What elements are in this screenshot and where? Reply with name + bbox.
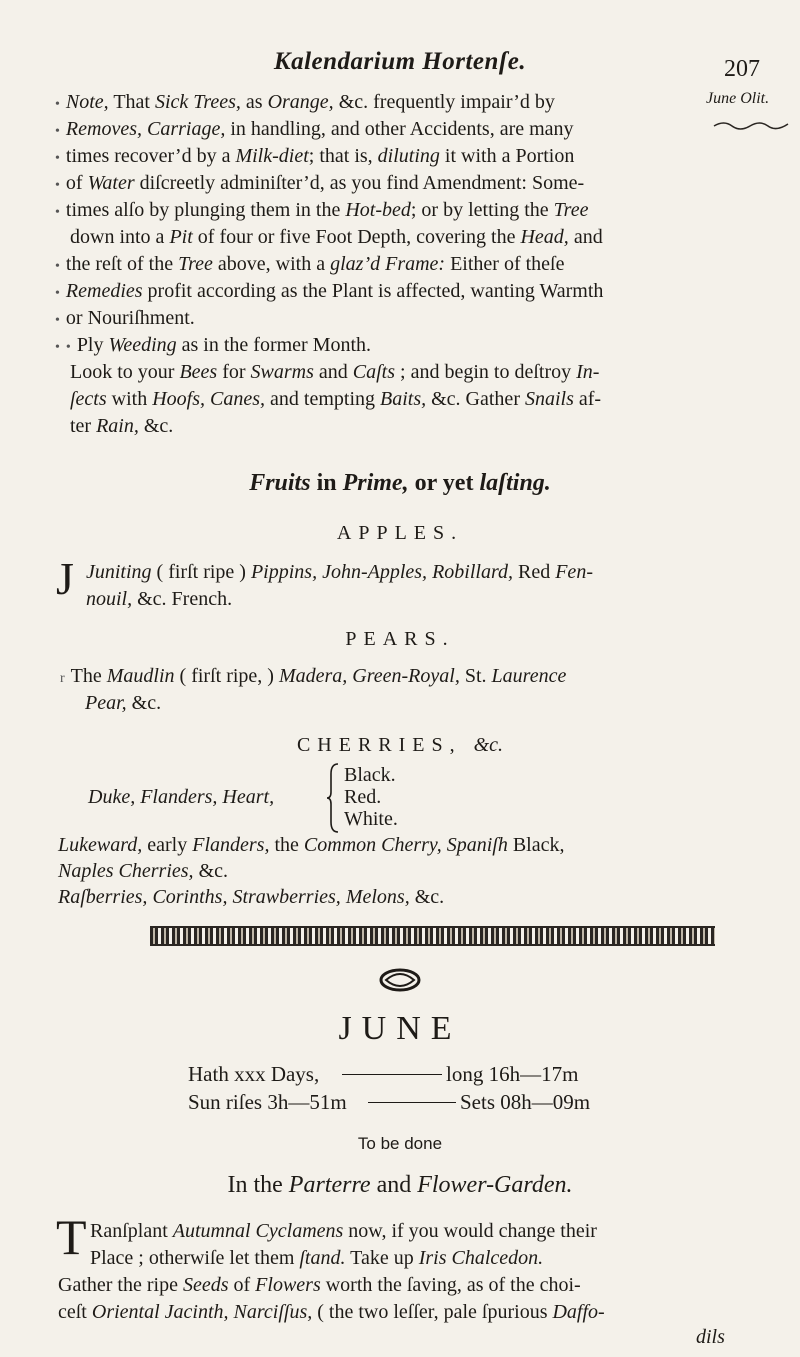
month-name: JUNE xyxy=(338,1010,462,1047)
fruits-heading: Fruits in Prime, or yet laſting. xyxy=(249,470,551,496)
drop-cap: J xyxy=(56,553,74,604)
text-line: • Note, That Sick Trees, as Orange, &c. frequently impair’d by xyxy=(55,91,555,113)
apples-heading: APPLES. xyxy=(336,522,464,544)
to-be-done: To be done xyxy=(357,1134,443,1153)
sunset: Sets 08h—09m xyxy=(460,1090,591,1114)
cherries-brace-lead: Duke, Flanders, Heart, xyxy=(88,786,275,808)
text-line: • • Ply Weeding as in the former Month. xyxy=(55,334,372,356)
page-number: 207 xyxy=(724,56,760,82)
margin-note: June Olit. xyxy=(706,90,770,107)
text-line: Raſberries, Corinths, Strawberries, Melons, &c. xyxy=(58,886,445,908)
catchword: dils xyxy=(696,1326,725,1348)
brace-item: Black. xyxy=(344,764,396,786)
decorative-rule xyxy=(150,926,715,946)
fleuron-icon xyxy=(378,966,422,994)
brace-item: White. xyxy=(344,808,398,830)
parterre-heading: In the Parterre and Flower-Garden. xyxy=(227,1172,573,1198)
running-title: Kalendarium Hortenſe. xyxy=(273,48,527,75)
text-line: ter Rain, &c. xyxy=(70,415,174,437)
pears-heading: PEARS. xyxy=(345,628,455,650)
text-line: • times alſo by plunging them in the Hot-bed; or by letting the Tree xyxy=(55,199,589,221)
days-value: long 16h—17m xyxy=(446,1062,579,1086)
text-line: ſects with Hoofs, Canes, and tempting Baits, &c. Gather Snails af- xyxy=(70,388,602,410)
cherries-heading: CHERRIES, &c. xyxy=(296,734,504,756)
text-line: • Remedies profit according as the Plant is affected, wanting Warmth xyxy=(55,280,604,302)
text-line: Naples Cherries, &c. xyxy=(58,860,228,882)
text-line: Place ; otherwiſe let them ſtand. Take up Iris Chalcedon. xyxy=(90,1247,544,1269)
days-label: Hath xxx Days, xyxy=(188,1062,320,1086)
leader-line xyxy=(368,1102,456,1103)
text-line: Lukeward, early Flanders, the Common Cherry, Spaniſh Black, xyxy=(58,834,565,856)
text-line: Juniting ( firſt ripe ) Pippins, John-Apples, Robillard, Red Fen- xyxy=(86,561,593,583)
text-line: • or Nouriſhment. xyxy=(55,307,195,329)
text-line: • times recover’d by a Milk-diet; that is, diluting it with a Portion xyxy=(55,145,575,167)
flourish-icon xyxy=(712,118,792,132)
text-line: • Removes, Carriage, in handling, and other Accidents, are many xyxy=(55,118,574,140)
sunrise: Sun riſes 3h—51m xyxy=(188,1090,347,1114)
text-line: Look to your Bees for Swarms and Caſts ; and begin to deſtroy In- xyxy=(70,361,600,383)
text-line: Pear, &c. xyxy=(85,692,162,714)
text-line: nouil, &c. French. xyxy=(86,588,233,610)
text-line: r The Maudlin ( firſt ripe, ) Madera, Green-Royal, St. Laurence xyxy=(60,665,567,687)
drop-cap: T xyxy=(56,1209,87,1265)
text-line: • of Water diſcreetly adminiſter’d, as you find Amendment: Some- xyxy=(55,172,585,194)
text-line: ceſt Oriental Jacinth, Narciſſus, ( the two leſſer, pale ſpurious Daffo- xyxy=(58,1301,605,1323)
text-line: down into a Pit of four or five Foot Depth, covering the Head, and xyxy=(70,226,603,248)
text-line: Gather the ripe Seeds of Flowers worth the ſaving, as of the choi- xyxy=(58,1274,581,1296)
text-line: • the reſt of the Tree above, with a glaz’d Frame: Either of theſe xyxy=(55,253,565,275)
brace-icon xyxy=(326,762,340,834)
leader-line xyxy=(342,1074,442,1075)
brace-item: Red. xyxy=(344,786,382,808)
text-line: Ranſplant Autumnal Cyclamens now, if you would change their xyxy=(90,1220,597,1242)
